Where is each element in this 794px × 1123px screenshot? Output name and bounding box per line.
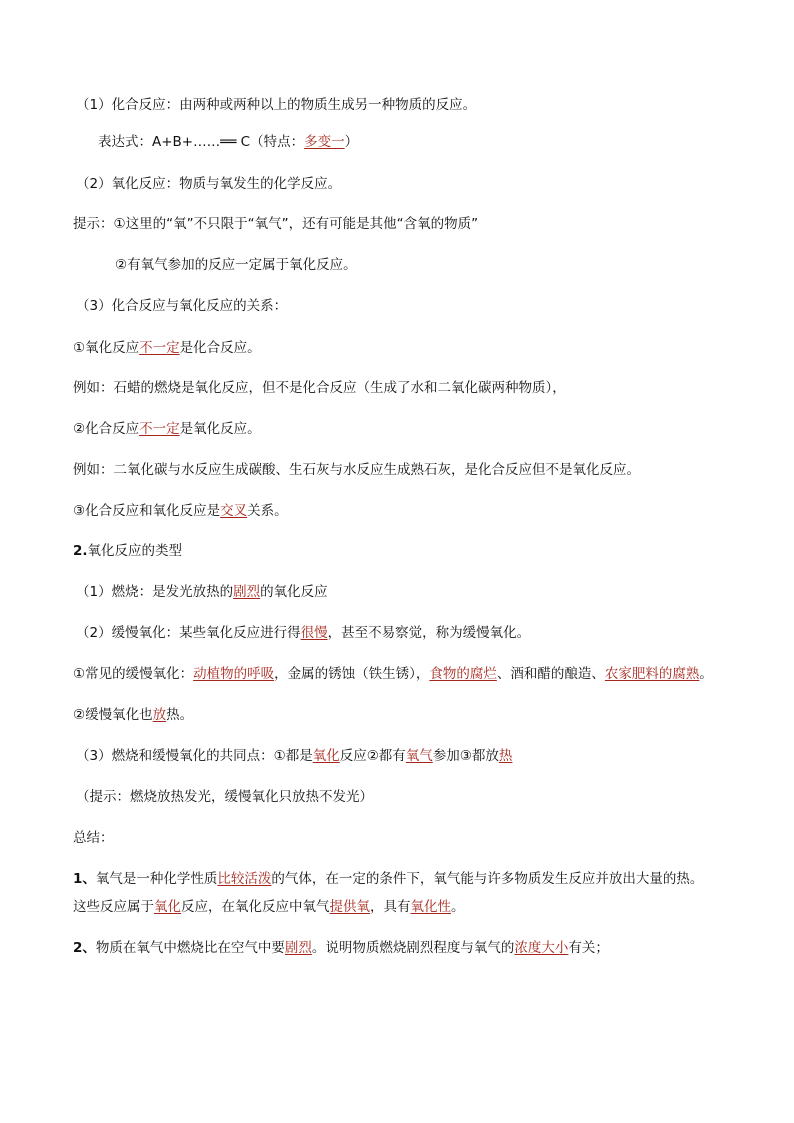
answer-text: 剧烈 xyxy=(284,940,312,956)
line-relation-1 xyxy=(73,339,261,357)
text-segment: 总结： xyxy=(73,830,114,846)
bold-text: 2. xyxy=(73,543,88,559)
text-segment: （3）燃烧和缓慢氧化的共同点：①都是 xyxy=(76,748,313,764)
text-segment: 。 xyxy=(699,666,713,682)
text-segment: 反应②都有 xyxy=(339,748,406,764)
text-segment: ，金属的锈蚀（铁生锈）， xyxy=(274,666,430,682)
answer-text: 农家肥料的腐熟 xyxy=(604,666,700,682)
line-relation-3 xyxy=(73,502,288,520)
line-combination-reaction xyxy=(76,96,476,114)
line-summary-heading xyxy=(73,829,114,847)
text-segment: 这些反应属于 xyxy=(73,899,154,915)
line-combustion xyxy=(76,583,328,601)
text-segment: （3）化合反应与氧化反应的关系： xyxy=(76,298,288,314)
answer-text: 比较活泼 xyxy=(217,871,272,887)
line-relation-heading xyxy=(76,297,287,315)
line-common-points xyxy=(76,747,512,765)
text-segment: 例如：石蜡的燃烧是氧化反应，但不是化合反应（生成了水和二氧化碳两种物质）， xyxy=(73,380,566,396)
bold-text: 2、 xyxy=(73,940,96,956)
text-segment: （1）燃烧：是发光放热的 xyxy=(76,584,234,600)
bold-text: 1、 xyxy=(73,871,96,887)
line-slow-oxidation-heat xyxy=(73,706,193,724)
text-segment: 提示：①这里的“氧”不只限于“氧气”，还有可能是其他“含氧的物质” xyxy=(73,216,479,232)
text-segment: 表达式：A+B+……══ C（特点： xyxy=(98,134,305,150)
text-segment: 参加③都放 xyxy=(432,748,499,764)
text-segment: ②缓慢氧化也 xyxy=(73,707,153,723)
answer-text: 浓度大小 xyxy=(514,940,569,956)
line-summary-1-cont xyxy=(73,898,465,916)
answer-text: 动植物的呼吸 xyxy=(193,666,275,682)
line-summary-1 xyxy=(73,870,703,888)
answer-text: 氧化 xyxy=(154,899,181,915)
text-segment: 。说明物质燃烧剧烈程度与氧气的 xyxy=(311,940,515,956)
answer-text: 提供氧 xyxy=(329,899,370,915)
text-segment: ②化合反应 xyxy=(73,421,140,437)
text-segment: ，具有 xyxy=(370,899,411,915)
text-segment: ②有氧气参加的反应一定属于氧化反应。 xyxy=(115,257,357,273)
line-summary-2 xyxy=(73,939,609,957)
line-example-1 xyxy=(73,379,566,397)
text-segment: ，甚至不易察觉，称为缓慢氧化。 xyxy=(327,625,531,641)
text-segment: （1）化合反应：由两种或两种以上的物质生成另一种物质的反应。 xyxy=(76,97,477,113)
line-oxidation-reaction xyxy=(76,175,341,193)
text-segment: ①氧化反应 xyxy=(73,340,140,356)
line-slow-oxidation xyxy=(76,624,530,642)
answer-text: 不一定 xyxy=(139,340,180,356)
answer-text: 放 xyxy=(152,707,167,723)
text-segment: 反应，在氧化反应中氧气 xyxy=(181,899,330,915)
text-segment: 例如：二氧化碳与水反应生成碳酸、生石灰与水反应生成熟石灰，是化合反应但不是氧化反应。 xyxy=(73,462,640,478)
answer-text: 很慢 xyxy=(300,625,328,641)
text-segment: （2）缓慢氧化：某些氧化反应进行得 xyxy=(76,625,301,641)
answer-text: 热 xyxy=(498,748,513,764)
text-segment: 有关； xyxy=(568,940,609,956)
text-segment: 关系。 xyxy=(247,503,288,519)
line-hint-light xyxy=(76,788,373,806)
text-segment: 的气体，在一定的条件下，氧气能与许多物质发生反应并放出大量的热。 xyxy=(271,871,704,887)
answer-text: 多变一 xyxy=(304,134,345,150)
answer-text: 氧化 xyxy=(312,748,340,764)
answer-text: 剧烈 xyxy=(233,584,261,600)
line-expression xyxy=(98,133,358,151)
section-heading-oxidation-types xyxy=(73,542,182,560)
text-segment: 氧气是一种化学性质 xyxy=(95,871,218,887)
line-hint-oxygen xyxy=(73,215,478,233)
text-segment: 是化合反应。 xyxy=(179,340,261,356)
answer-text: 氧化性 xyxy=(410,899,451,915)
answer-text: 氧气 xyxy=(405,748,433,764)
answer-text: 不一定 xyxy=(139,421,180,437)
text-segment: ③化合反应和氧化反应是 xyxy=(73,503,221,519)
text-segment: ） xyxy=(344,134,359,150)
answer-text: 交叉 xyxy=(220,503,248,519)
line-hint-oxygen-participation xyxy=(115,256,357,274)
line-slow-oxidation-examples xyxy=(73,665,713,683)
text-segment: 、酒和醋的酿造、 xyxy=(496,666,605,682)
text-segment: ①常见的缓慢氧化： xyxy=(73,666,194,682)
text-segment: 。 xyxy=(451,899,465,915)
text-segment: 是氧化反应。 xyxy=(179,421,261,437)
line-example-2 xyxy=(73,461,640,479)
text-segment: 物质在氧气中燃烧比在空气中要 xyxy=(95,940,285,956)
text-segment: 氧化反应的类型 xyxy=(87,543,183,559)
text-segment: 热。 xyxy=(166,707,194,723)
text-segment: （2）氧化反应：物质与氧发生的化学反应。 xyxy=(76,176,342,192)
line-relation-2 xyxy=(73,420,261,438)
answer-text: 食物的腐烂 xyxy=(429,666,497,682)
text-segment: （提示：燃烧放热发光，缓慢氧化只放热不发光） xyxy=(76,789,373,805)
text-segment: 的氧化反应 xyxy=(260,584,328,600)
